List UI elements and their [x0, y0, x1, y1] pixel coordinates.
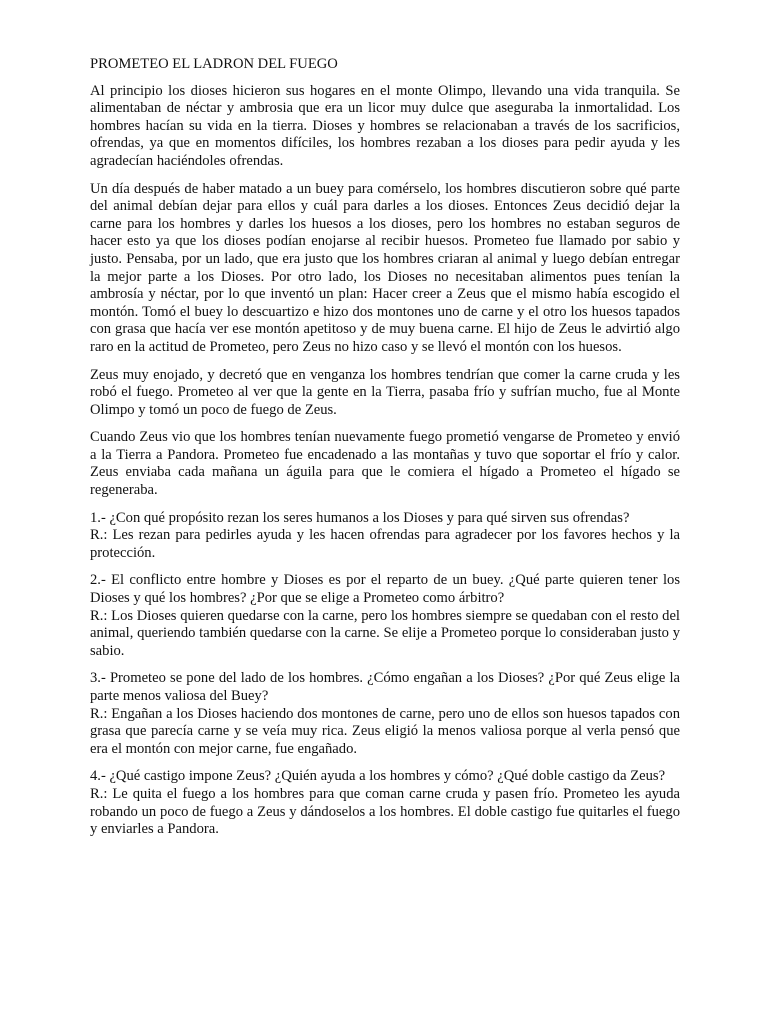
document-title: PROMETEO EL LADRON DEL FUEGO	[90, 56, 338, 72]
story-paragraph-1: Al principio los dioses hicieron sus hogares en el monte Olimpo, llevando una vida tranquila. Se alimentaban de néctar y ambrosia que era un licor muy dulce que aseguraba la inmortalidad. Los hombres hacían su vida en la tierra. Dioses y hombres se relacionaban a través de los sacrificios, ofrendas, ya que en momentos difíciles, los hombres rezaban a los dioses para pedir ayuda y les agradecían haciéndoles ofrendas.	[90, 82, 680, 169]
story-paragraph-4: Cuando Zeus vio que los hombres tenían nuevamente fuego prometió vengarse de Prometeo y envió a la Tierra a Pandora. Prometeo fue encadenado a las montañas y tuvo que soportar el frío y calor. Zeus enviaba cada mañana un águila para que le comiera el hígado a Prometeo el hígado se regeneraba.	[90, 429, 680, 499]
story-paragraph-2: Un día después de haber matado a un buey para comérselo, los hombres discutieron sobre qué parte del animal debían dejar para ellos y cuál para darles a los dioses. Entonces Zeus decidió dejar la carne para los hombres y darles los huesos a los dioses, pero los hombres no estaban seguros de hacer esto ya que los dioses podían enojarse al recibir huesos. Prometeo fue llamado por sabio y justo. Pensaba, por un lado, que era justo que los hombres criaran al animal y luego debían entregar la mejor parte a los Dioses. Por otro lado, los Dioses no necesitaban alimentos pues tenían la ambrosía y néctar, por lo que inventó un plan: Hacer creer a Zeus que el mismo había escogido el montón. Tomó el buey lo descuartizo e hizo dos montones uno de carne y el otro los huesos tapados con grasa que hacía ver ese montón apetitoso y de muy buena carne. El hijo de Zeus le advirtió algo raro en la actitud de Prometeo, pero Zeus no hizo caso y se llevó el montón con los huesos.	[90, 180, 680, 355]
answer-text: R.: Les rezan para pedirles ayuda y les hacen ofrendas para agradecer por los favores hechos y la protección.	[90, 527, 680, 561]
document-page	[90, 56, 680, 849]
question-block-4	[90, 768, 680, 838]
story-paragraph-3: Zeus muy enojado, y decretó que en venganza los hombres tendrían que comer la carne cruda y les robó el fuego. Prometeo al ver que la gente en la Tierra, pasaba frío y sufrían mucho, fue al Monte Olimpo y tomó un poco de fuego de Zeus.	[90, 366, 680, 418]
question-block-2	[90, 572, 680, 660]
answer-text: R.: Engañan a los Dioses haciendo dos montones de carne, pero uno de ellos son huesos tapados con grasa que parecía carne y se veía muy rica. Zeus eligió la menos valiosa porque al verla pensó que era el montón con mejor carne, fue engañado.	[90, 705, 680, 757]
question-text: 1.- ¿Con qué propósito rezan los seres humanos a los Dioses y para qué sirven sus ofrendas?	[90, 509, 630, 526]
answer-text: R.: Los Dioses quieren quedarse con la carne, pero los hombres siempre se quedaban con el resto del animal, queriendo también quedarse con la carne. Se elije a Prometeo porque lo consideraban justo y sabio.	[90, 607, 680, 659]
answer-text: R.: Le quita el fuego a los hombres para que coman carne cruda y pasen frío. Prometeo les ayuda robando un poco de fuego a Zeus y dándoselos a los hombres. El doble castigo fue quitarles el fuego y enviarles a Pandora.	[90, 785, 680, 838]
question-text: 4.- ¿Qué castigo impone Zeus? ¿Quién ayuda a los hombres y cómo? ¿Qué doble castigo da Zeus?	[90, 768, 666, 785]
question-block-3	[90, 670, 680, 758]
question-block-1	[90, 510, 680, 563]
question-text: 2.- El conflicto entre hombre y Dioses es por el reparto de un buey. ¿Qué parte quieren tener los Dioses y qué los hombres? ¿Por que se elige a Prometeo como árbitro?	[90, 572, 680, 607]
question-text: 3.- Prometeo se pone del lado de los hombres. ¿Cómo engañan a los Dioses? ¿Por qué Zeus elige la parte menos valiosa del Buey?	[90, 670, 680, 704]
